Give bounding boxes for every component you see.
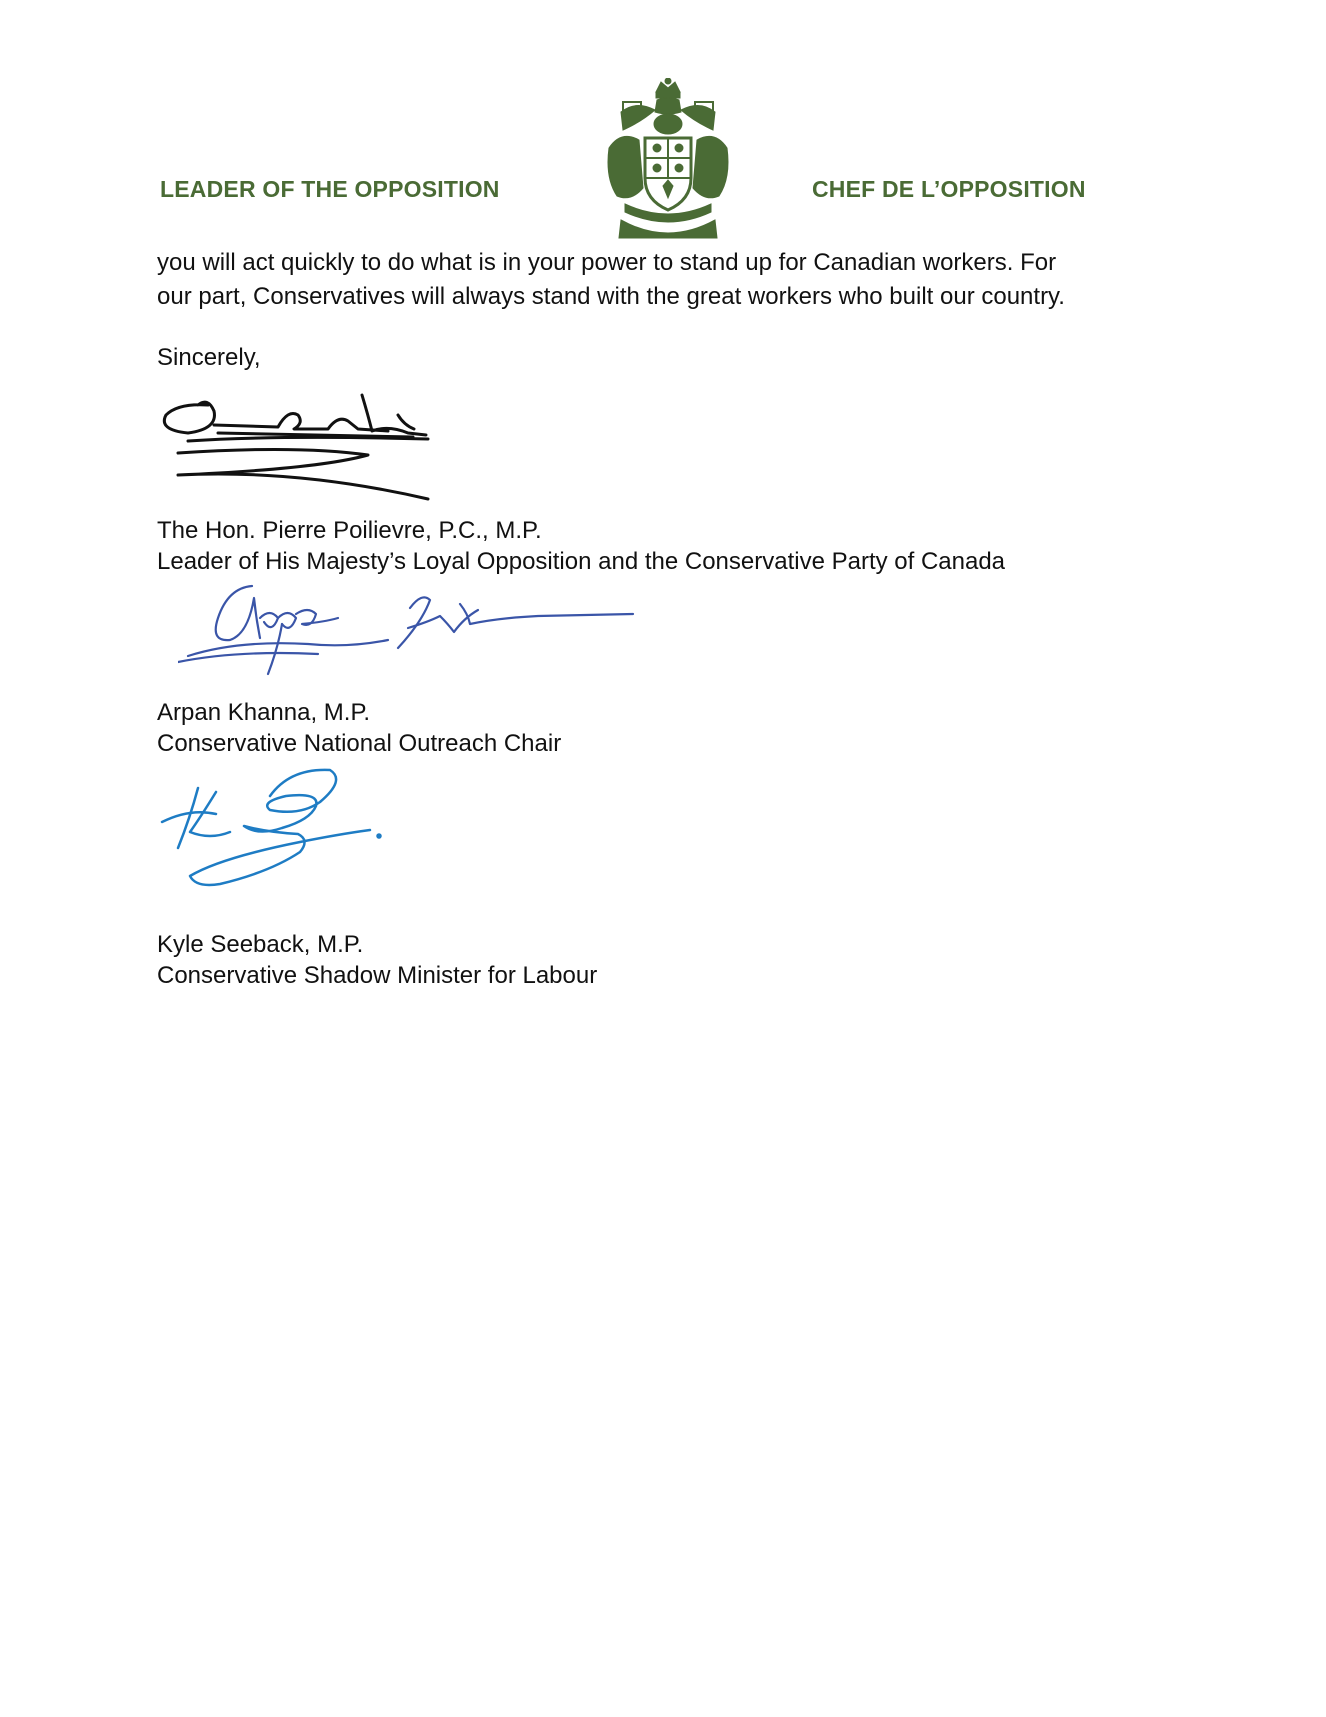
- letter-body: [157, 246, 1157, 314]
- signer-title: Conservative National Outreach Chair: [157, 730, 562, 757]
- letterhead-title-french: CHEF DE L’OPPOSITION: [812, 176, 1086, 202]
- signer-block: [157, 515, 1005, 577]
- body-line: you will act quickly to do what is in your power to stand up for Canadian workers. For: [157, 249, 1057, 276]
- signer-block: [157, 929, 597, 991]
- signature-poilievre: [158, 385, 458, 505]
- signer-title: Conservative Shadow Minister for Labour: [157, 962, 598, 989]
- closing: Sincerely,: [157, 344, 261, 371]
- signature-khanna: [178, 578, 658, 688]
- letterhead-title-english: LEADER OF THE OPPOSITION: [160, 176, 500, 202]
- signer-name: Kyle Seeback, M.P.: [157, 931, 364, 958]
- coat-of-arms-of-canada-icon: [601, 78, 735, 242]
- signer-name: The Hon. Pierre Poilievre, P.C., M.P.: [157, 517, 542, 544]
- signature-seeback: [160, 762, 400, 894]
- signer-block: [157, 697, 561, 759]
- body-line: our part, Conservatives will always stand with the great workers who built our country.: [157, 283, 1065, 310]
- signer-name: Arpan Khanna, M.P.: [157, 699, 371, 726]
- signer-title: Leader of His Majesty’s Loyal Opposition and the Conservative Party of Canada: [157, 548, 1006, 575]
